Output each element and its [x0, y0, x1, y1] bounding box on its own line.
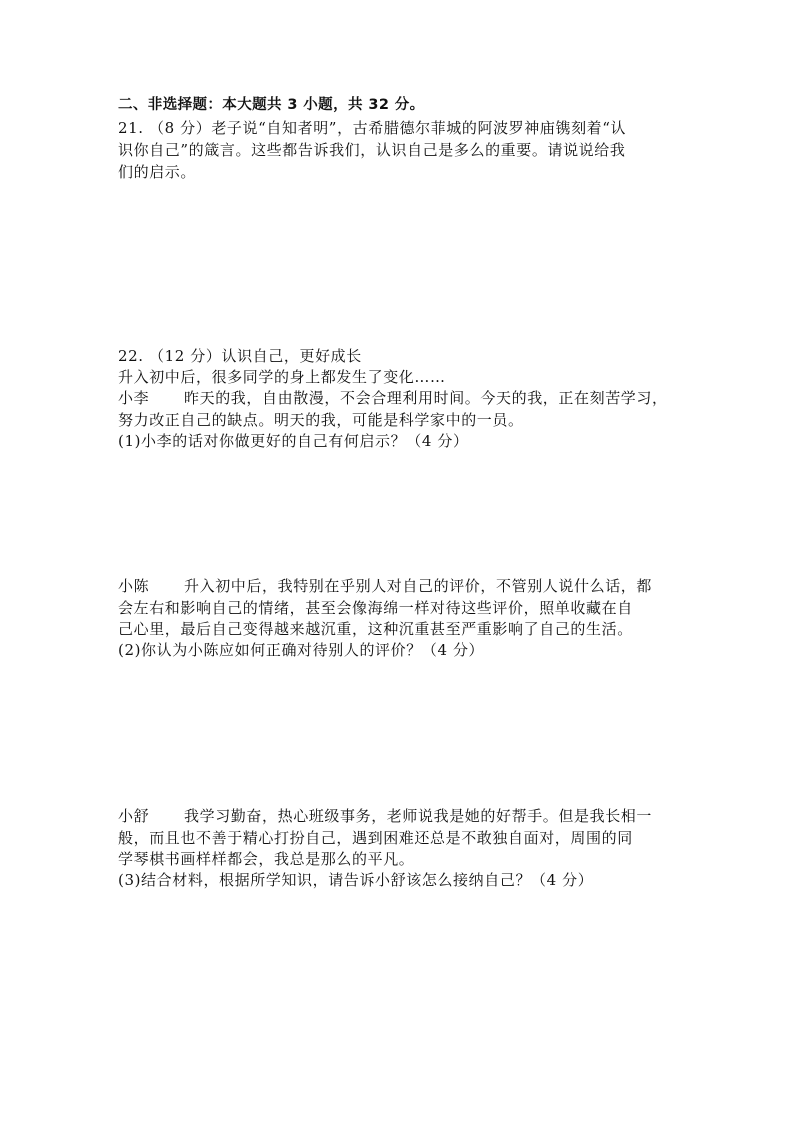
xiaochen-text-1: 升入初中后，我特别在乎别人对自己的评价，不管别人说什么话，都 — [184, 577, 653, 595]
q21-line-1: 21. （8 分）老子说“自知者明”，古希腊德尔菲城的阿波罗神庙镌刻着“认 — [118, 119, 627, 137]
xiaochen-line-1 — [118, 576, 678, 596]
speaker-xiaoshu: 小舒 — [118, 807, 150, 825]
question-22-1: (1)小李的话对你做更好的自己有何启示？（4 分） — [118, 432, 469, 450]
speaker-xiaochen: 小陈 — [118, 577, 150, 595]
xiaoshu-text-1: 我学习勤奋，热心班级事务，老师说我是她的好帮手。但是我长相一 — [184, 807, 653, 825]
xiaoli-line-1 — [118, 388, 678, 408]
q22-title: 22. （12 分）认识自己，更好成长 — [118, 347, 362, 365]
speaker-xiaoli: 小李 — [118, 389, 150, 407]
q22-intro: 升入初中后，很多同学的身上都发生了变化…… — [118, 368, 446, 386]
xiaoshu-line-1 — [118, 806, 678, 826]
xiaoli-line-2: 努力改正自己的缺点。明天的我，可能是科学家中的一员。 — [118, 411, 524, 429]
xiaochen-line-3: 己心里，最后自己变得越来越沉重，这种沉重甚至严重影响了自己的生活。 — [118, 620, 633, 638]
xiaoshu-line-2: 般，而且也不善于精心打扮自己，遇到困难还总是不敢独自面对，周围的同 — [118, 829, 633, 847]
q21-line-3: 们的启示。 — [118, 163, 197, 181]
xiaochen-line-2: 会左右和影响自己的情绪，甚至会像海绵一样对待这些评价，照单收藏在自 — [118, 599, 633, 617]
q21-line-2: 识你自己”的箴言。这些都告诉我们，认识自己是多么的重要。请说说给我 — [118, 141, 626, 159]
question-22-2: (2)你认为小陈应如何正确对待别人的评价？（4 分） — [118, 641, 485, 659]
section-heading: 二、非选择题：本大题共 3 小题，共 32 分。 — [118, 97, 425, 113]
xiaoshu-line-3: 学琴棋书画样样都会，我总是那么的平凡。 — [118, 850, 415, 868]
question-22-3: (3)结合材料，根据所学知识，请告诉小舒该怎么接纳自己？（4 分） — [118, 871, 594, 889]
xiaoli-text-1: 昨天的我，自由散漫，不会合理利用时间。今天的我，正在刻苦学习， — [184, 389, 668, 407]
